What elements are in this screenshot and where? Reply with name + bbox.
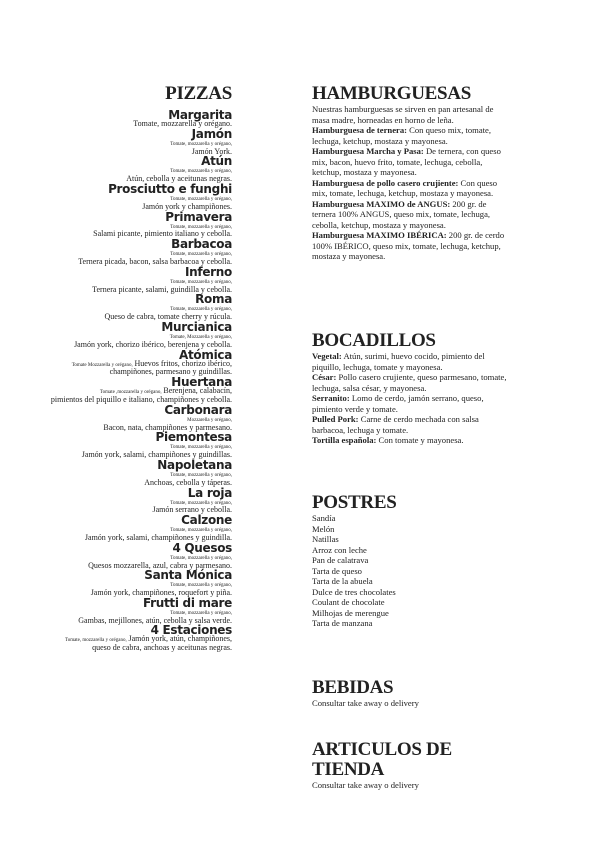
burger-item xyxy=(312,178,512,199)
bocadillo-description: Carne de cerdo mechada con salsa barbacoa, lechuga y tomate. xyxy=(312,414,479,435)
pizza-item xyxy=(40,624,232,652)
pizza-name: 4 Estaciones xyxy=(150,623,232,638)
articulos-note: Consultar take away o delivery xyxy=(312,780,419,790)
pizza-item xyxy=(40,404,232,432)
pizza-ingredients-cont: pimientos del piquillo e italiano, champiñones y cebolla. xyxy=(50,394,232,404)
hamburguesas-intro: Nuestras hamburguesas se sirven en pan artesanal de masa madre, horneadas en horno de leña. xyxy=(312,104,494,125)
pizza-ingredients: Jamón york, salami, champiñones y guindilla. xyxy=(84,532,232,542)
pizza-name: Inferno xyxy=(185,264,232,279)
pizza-description xyxy=(40,581,232,597)
pizza-ingredients: Atún, cebolla y aceitunas negras. xyxy=(126,174,232,184)
pizza-ingredients: Berenjena, calabacín, xyxy=(163,386,232,396)
burger-description: Con queso mix, tomate, lechuga, ketchup, mostaza y mayonesa. xyxy=(312,177,498,198)
pizza-base: Tomate ,mozzarella y orégano, xyxy=(99,390,162,396)
burger-description: 200 gr. de ternera 100% ANGUS, queso mix, tomate, lechuga, cebolla, ketchup, mostaza y mayonesa. xyxy=(312,198,491,230)
pizza-description xyxy=(40,526,232,542)
pizza-description xyxy=(40,278,232,294)
bocadillo-description: Atún, surimi, huevo cocido, pimiento del piquillo, lechuga, tomate y mayonesa. xyxy=(312,351,485,372)
pizza-base: Tomate, mozzarella y orégano, xyxy=(170,610,232,616)
pizza-name: Calzone xyxy=(181,513,232,528)
pizza-base: Tomate, mozzarella y orégano, xyxy=(170,528,232,534)
pizza-item xyxy=(40,597,232,625)
pizza-item xyxy=(40,155,232,183)
bocadillo-item xyxy=(312,351,512,372)
postre-item: Natillas xyxy=(312,534,339,544)
pizza-base: Tomate, mozzarella y orégano, xyxy=(170,252,232,258)
articulos-section xyxy=(312,740,512,791)
postre-item: Sandía xyxy=(312,513,336,523)
burger-name: Hamburguesa MAXIMO IBÉRICA: xyxy=(312,230,447,240)
pizza-item xyxy=(40,128,232,156)
pizza-base: Tomate, mozzarella y orégano, xyxy=(170,445,232,451)
pizza-name: Murcianica xyxy=(161,319,232,334)
pizza-item xyxy=(40,293,232,321)
bocadillo-name: César: xyxy=(312,372,337,382)
pizza-description xyxy=(40,636,232,652)
articulos-title: ARTICULOS DE TIENDA xyxy=(312,739,452,780)
pizza-ingredients: Jamón york y champiñones. xyxy=(142,201,232,211)
pizza-name: Piemontesa xyxy=(155,430,232,445)
pizza-description xyxy=(40,250,232,266)
pizza-name: Carbonara xyxy=(164,402,232,417)
bocadillo-name: Pulled Pork: xyxy=(312,414,359,424)
pizza-ingredients: Jamón york, champiñones, roquefort y piña. xyxy=(90,588,232,598)
pizza-description xyxy=(40,388,232,404)
pizza-description xyxy=(40,358,232,377)
pizza-item xyxy=(40,542,232,570)
pizza-ingredients: Queso de cabra, tomate cherry y rúcula. xyxy=(104,312,232,322)
burger-name: Hamburguesa de pollo casero crujiente: xyxy=(312,177,459,188)
pizza-base: Tomate, mozzarella y orégano, xyxy=(170,500,232,506)
pizza-description xyxy=(40,499,232,515)
pizza-base: Tomate, mozzarella y orégano, xyxy=(170,169,232,175)
burger-name: Hamburguesa MAXIMO de ANGUS: xyxy=(312,198,451,209)
pizza-item xyxy=(40,487,232,515)
pizza-name: Frutti di mare xyxy=(143,595,232,610)
bebidas-section xyxy=(312,678,512,709)
postre-item: Tarta de manzana xyxy=(312,618,373,628)
pizza-base: Tomate, mozzarella y orégano, xyxy=(170,472,232,478)
pizza-description xyxy=(40,471,232,487)
postre-item: Arroz con leche xyxy=(312,544,367,555)
pizza-ingredients: Anchoas, cebolla y táperas. xyxy=(144,477,232,487)
bebidas-title: BEBIDAS xyxy=(312,677,394,698)
burger-item xyxy=(312,125,512,146)
pizza-item xyxy=(40,238,232,266)
pizza-item xyxy=(40,109,232,128)
pizza-name: Roma xyxy=(195,292,232,307)
pizza-item xyxy=(40,431,232,459)
pizza-base: Mozzarella y orégano, xyxy=(187,417,232,423)
pizza-item xyxy=(40,569,232,597)
pizza-ingredients: Salami picante, pimiento italiano y cebolla. xyxy=(93,229,232,239)
postre-item: Dulce de tres chocolates xyxy=(312,586,396,597)
pizza-description xyxy=(40,609,232,625)
pizza-description xyxy=(40,305,232,321)
postre-item: Tarta de la abuela xyxy=(312,576,373,586)
pizza-item xyxy=(40,514,232,542)
hamburguesas-section xyxy=(312,84,512,262)
postres-list xyxy=(312,513,512,629)
pizza-ingredients: Jamón york, salami, champiñones y guindillas. xyxy=(81,450,232,460)
postres-section xyxy=(312,493,512,629)
postre-item: Coulant de chocolate xyxy=(312,597,385,607)
pizza-ingredients: Gambas, mejillones, atún, cebolla y salsa verde. xyxy=(78,615,232,625)
pizza-item xyxy=(40,459,232,487)
burger-description: Con queso mix, tomate, lechuga, ketchup, mostaza y mayonesa. xyxy=(312,125,492,146)
pizza-base: Tomate, mozzarella y orégano, xyxy=(170,196,232,202)
bocadillos-list xyxy=(312,351,512,446)
pizza-name: Prosciutto e funghi xyxy=(108,181,232,196)
pizza-description xyxy=(40,140,232,156)
postre-item: Melón xyxy=(312,523,335,534)
burger-name: Hamburguesa Marcha y Pasa: xyxy=(312,146,424,156)
burger-item xyxy=(312,199,512,231)
pizzas-section xyxy=(40,84,232,652)
pizza-description xyxy=(40,333,232,349)
bocadillo-item xyxy=(312,372,512,393)
pizza-ingredients: Jamón york, atún, champiñones, xyxy=(128,634,232,644)
bocadillo-item xyxy=(312,435,512,446)
pizza-ingredients: Ternera picada, bacon, salsa barbacoa y cebolla. xyxy=(78,256,232,266)
postre-item: Pan de calatrava xyxy=(312,555,369,565)
burger-item xyxy=(312,230,512,262)
burger-description: 200 gr. de cerdo 100% IBÉRICO, queso mix, tomate, lechuga, ketchup, mostaza y mayonesa. xyxy=(312,230,505,261)
postre-item: Tarta de queso xyxy=(312,565,362,576)
pizza-name: Santa Mónica xyxy=(144,568,232,583)
pizza-name: Jamón xyxy=(191,126,232,141)
pizza-ingredients-cont: queso de cabra, anchoas y aceitunas negras. xyxy=(92,643,232,653)
pizza-description xyxy=(40,554,232,570)
pizza-name: Primavera xyxy=(165,209,232,224)
pizzas-title: PIZZAS xyxy=(165,83,232,104)
pizza-ingredients-cont: champiñones, parmesano y guindillas. xyxy=(109,367,232,377)
pizza-base: Tomate, mozzarella y orégano, xyxy=(170,307,232,313)
bocadillo-name: Tortilla española: xyxy=(312,435,377,445)
pizza-description xyxy=(40,223,232,239)
pizza-item xyxy=(40,183,232,211)
pizza-name: Atún xyxy=(201,154,232,169)
pizza-ingredients: Jamón serrano y cebolla. xyxy=(152,505,232,515)
bocadillo-description: Lomo de cerdo, jamón serrano, queso, pimiento verde y tomate. xyxy=(312,393,484,414)
pizza-list xyxy=(40,109,232,652)
pizza-base: Tomate, mozzarella y orégano, xyxy=(170,224,232,230)
bocadillo-item xyxy=(312,414,512,435)
pizza-name: Barbacoa xyxy=(171,237,232,252)
burger-name: Hamburguesa de ternera: xyxy=(312,125,407,135)
pizza-ingredients: Huevos fritos, chorizo ibérico, xyxy=(134,358,232,368)
postre-item: Milhojas de merengue xyxy=(312,607,389,618)
burger-description: De ternera, con queso mix, bacon, huevo frito, tomate, lechuga, cebolla, ketchup, mostaza y mayonesa. xyxy=(312,146,501,177)
pizza-name: La roja xyxy=(187,485,232,500)
bocadillo-item xyxy=(312,393,512,414)
pizza-base: Tomate, Mozzarella y orégano, xyxy=(169,334,232,340)
pizza-description xyxy=(40,416,232,432)
pizza-item xyxy=(40,349,232,377)
pizza-description xyxy=(40,443,232,459)
pizza-base: Tomate, mozzarella y orégano, xyxy=(170,279,232,285)
pizza-name: Huertana xyxy=(171,375,232,390)
pizza-ingredients: Tomate, mozzarella y orégano. xyxy=(133,119,232,128)
pizza-name: Atómica xyxy=(179,347,232,362)
pizza-ingredients: Jamón York. xyxy=(191,146,232,156)
pizza-name: 4 Quesos xyxy=(172,540,232,555)
pizza-base: Tomate, mozzarella y orégano, xyxy=(170,141,232,147)
pizza-item xyxy=(40,211,232,239)
bocadillo-name: Vegetal: xyxy=(312,351,342,361)
postres-title: POSTRES xyxy=(312,492,397,513)
bocadillos-title: BOCADILLOS xyxy=(312,330,436,351)
pizza-base: Tomate, mozzarella y orégano, xyxy=(170,555,232,561)
burger-item xyxy=(312,146,512,178)
pizza-name: Napoletana xyxy=(157,457,232,472)
bocadillo-description: Pollo casero crujiente, queso parmesano, tomate, lechuga, salsa césar, y mayonesa. xyxy=(312,372,507,393)
pizza-item xyxy=(40,321,232,349)
pizza-ingredients: Bacon, nata, champiñones y parmesano. xyxy=(103,422,232,432)
pizza-ingredients: Ternera picante, salami, guindilla y cebolla. xyxy=(92,284,232,294)
pizza-item xyxy=(40,266,232,294)
pizza-ingredients: Jamón york, chorizo ibérico, berenjena y cebolla. xyxy=(74,339,232,349)
bebidas-note: Consultar take away o delivery xyxy=(312,698,419,708)
bocadillo-name: Serranito: xyxy=(312,393,350,403)
hamburguesas-list xyxy=(312,125,512,262)
pizza-base: Tomate Mozzarella y orégano, xyxy=(71,362,133,368)
pizza-name: Margarita xyxy=(168,108,232,122)
hamburguesas-title: HAMBURGUESAS xyxy=(312,83,471,104)
pizza-base: Tomate, mozzarella y orégano, xyxy=(64,638,127,644)
bocadillo-description: Con tomate y mayonesa. xyxy=(376,435,464,445)
pizza-description xyxy=(40,195,232,211)
bocadillos-section xyxy=(312,331,512,446)
pizza-base: Tomate, mozzarella y orégano, xyxy=(170,583,232,589)
pizza-ingredients: Quesos mozzarella, azul, cabra y parmesano. xyxy=(88,560,232,570)
pizza-description xyxy=(40,167,232,183)
pizza-item xyxy=(40,376,232,404)
